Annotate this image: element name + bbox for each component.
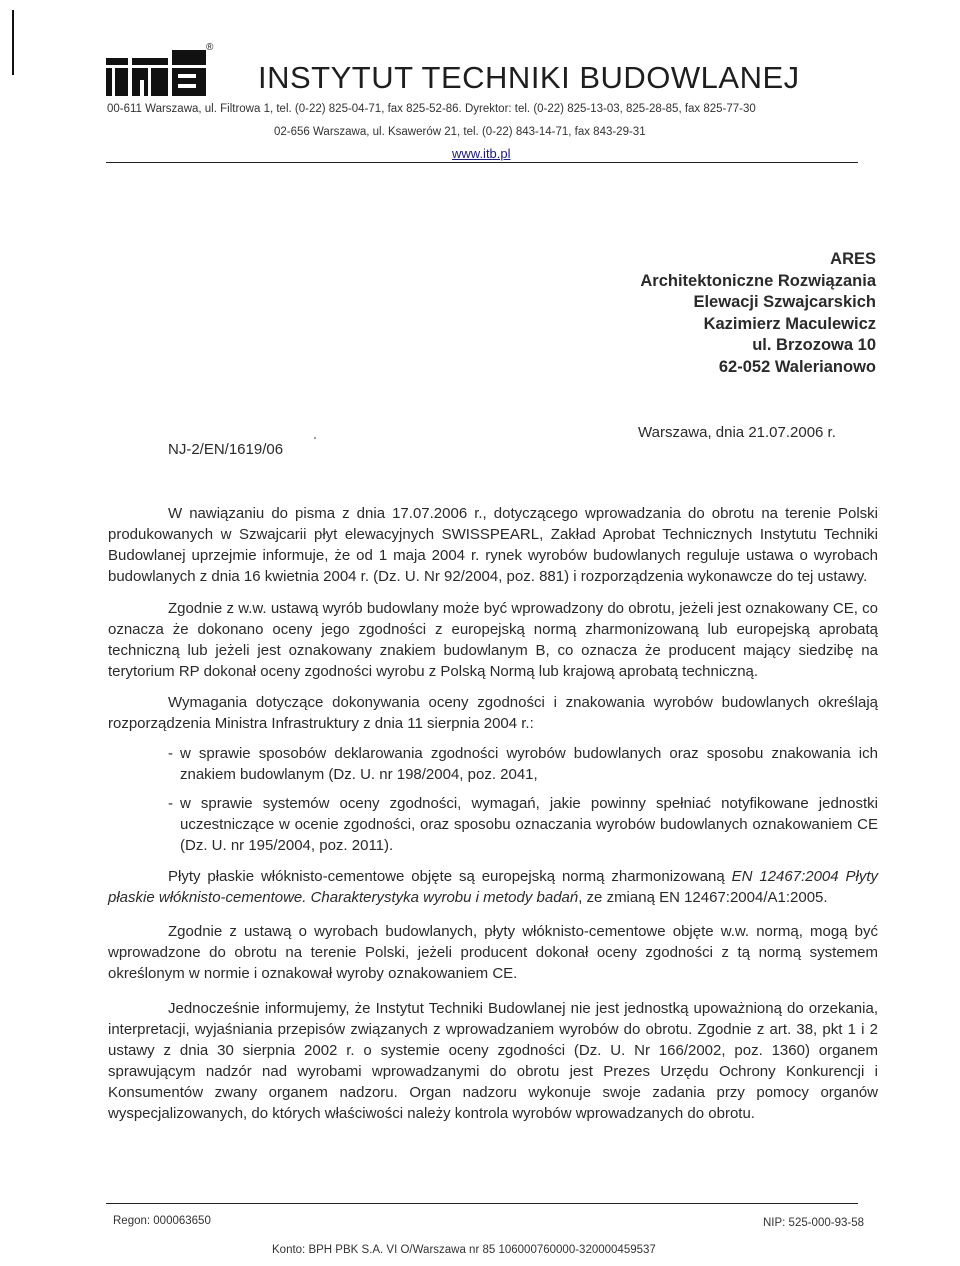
recipient-person: Kazimierz Maculewicz [703, 314, 876, 333]
paragraph-text: , ze zmianą EN 12467:2004/A1:2005. [578, 889, 828, 906]
paragraph [108, 866, 878, 908]
paragraph: W nawiązaniu do pisma z dnia 17.07.2006 r., dotyczącego wprowadzania do obrotu na terenie Polski produkowanych w Szwajcarii płyt elewacyjnych SWISSPEARL, Zakład Aprobat Technicznych Instytutu Techniki Budowlanej uprzejmie informuje, że od 1 maja 2004 r. rynek wyrobów budowlanych reguluje ustawa o wyrobach budowlanych z dnia 16 kwietnia 2004 r. (Dz. U. Nr 92/2004, poz. 881) i rozporządzenia wykonawcze do tej ustawy. [108, 505, 878, 585]
registered-mark: ® [206, 42, 214, 53]
scan-artifact-line [12, 10, 14, 75]
recipient-name: ARES [830, 250, 876, 268]
header-divider [106, 162, 858, 163]
institute-name: INSTYTUT TECHNIKI BUDOWLANEJ [258, 60, 800, 95]
paragraph-text: Płyty płaskie włóknisto-cementowe objęte są europejską normą zharmonizowaną [168, 868, 725, 885]
letter-body [108, 503, 878, 1124]
itb-logo-graphic [106, 50, 206, 96]
standard-title: EN 12467:2004 Płyty płaskie włóknisto-cementowe. Charakterystyka wyrobu i metody badań [108, 868, 878, 906]
address-line-2: 02-656 Warszawa, ul. Ksawerów 21, tel. (0-22) 843-14-71, fax 843-29-31 [274, 126, 646, 138]
recipient-line: Architektoniczne Rozwiązania [640, 271, 876, 290]
footer-divider [106, 1203, 858, 1204]
website-link[interactable]: www.itb.pl [452, 146, 511, 161]
list-dash: - [168, 795, 173, 812]
list-item [108, 793, 878, 856]
list-item-text: w sprawie sposobów deklarowania zgodności wyrobów budowlanych oraz sposobu znakowania ich znakiem budowlanym (Dz. U. nr 198/2004, poz. 2041, [180, 745, 878, 783]
paragraph: Wymagania dotyczące dokonywania oceny zgodności i znakowania wyrobów budowlanych określają rozporządzenia Ministra Infrastruktury z dnia 11 sierpnia 2004 r.: [108, 694, 878, 732]
letter-date: Warszawa, dnia 21.07.2006 r. [638, 424, 836, 441]
recipient-street: ul. Brzozowa 10 [752, 336, 876, 354]
list-item [108, 743, 878, 785]
paragraph: Zgodnie z ustawą o wyrobach budowlanych, płyty włóknisto-cementowe objęte w.w. normą, mogą być wprowadzone do obrotu na terenie Polski, jeżeli producent dokonał oceny zgodności z tą normą systemem określonym w normie i oznakował wyroby oznakowaniem CE. [108, 923, 878, 982]
recipient-address-block [640, 249, 876, 378]
nip-number: NIP: 525-000-93-58 [762, 1217, 864, 1229]
list-dash: - [168, 745, 173, 762]
bank-account: Konto: BPH PBK S.A. VI O/Warszawa nr 85 106000760000-320000459537 [272, 1244, 656, 1256]
list-item-text: w sprawie systemów oceny zgodności, wymagań, jakie powinny spełniać notyfikowane jednostki uczestniczące w ocenie zgodności, oraz sposobu oznaczania wyrobów budowlanych oznakowaniem CE (Dz. U. nr 195/2004, poz. 2011). [180, 795, 878, 854]
paragraph: Zgodnie z w.w. ustawą wyrób budowlany może być wprowadzony do obrotu, jeżeli jest oznakowany CE, co oznacza że dokonano oceny jego zgodności z europejską normą zharmonizowaną lub europejską aprobatą techniczną lub jeżeli jest oznakowany znakiem budowlanym B, co oznacza że producent mający siedzibę na terytorium RP dokonał oceny zgodności wyrobu z Polską Normą lub krajową aprobatą techniczną. [108, 600, 878, 680]
paragraph: Jednocześnie informujemy, że Instytut Techniki Budowlanej nie jest jednostką upoważnioną do orzekania, interpretacji, wyjaśniania przepisów związanych z wprowadzaniem wyrobów do obrotu. Zgodnie z art. 38, pkt 1 i 2 ustawy z dnia 30 sierpnia 2002 r. o systemie oceny zgodności (Dz. U. Nr 166/2002, poz. 1360) organem sprawującym nadzór nad wyrobami wprowadzanymi do obrotu jest Prezes Urzędu Ochrony Konkurencji i Konsumentów zwany organem nadzoru. Organ nadzoru wykonuje swoje zadania przy pomocy organów wyspecjalizowanych, do których właściwości należy kontrola wyrobów wprowadzanych do obrotu. [108, 1000, 878, 1122]
scan-dot [314, 437, 316, 439]
recipient-line: Elewacji Szwajcarskich [693, 293, 876, 311]
regon-number: Regon: 000063650 [113, 1215, 211, 1227]
recipient-city: 62-052 Walerianowo [718, 357, 876, 376]
reference-number: NJ-2/EN/1619/06 [168, 441, 284, 458]
itb-logo [106, 50, 206, 96]
address-line-1: 00-611 Warszawa, ul. Filtrowa 1, tel. (0-22) 825-04-71, fax 825-52-86. Dyrektor: tel. (0-22) 825-13-03, 825-28-85, fax 825-77-30 [107, 103, 756, 115]
